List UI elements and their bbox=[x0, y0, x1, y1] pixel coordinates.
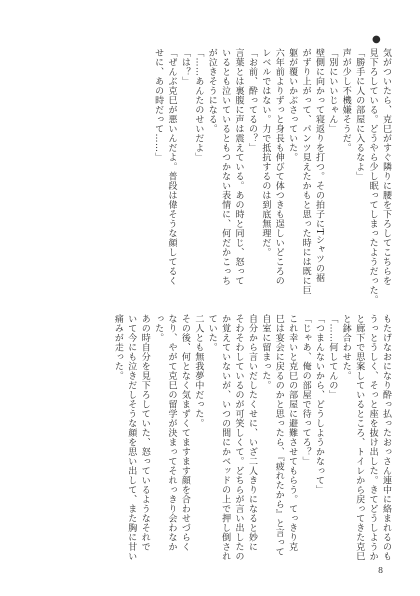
paragraph-line: あの時自分を見下ろしていた、怒っているようなそれで bbox=[139, 314, 150, 552]
paragraph-line: 「勝手に人の部屋に入るなよ」 bbox=[354, 48, 365, 181]
section-marker: ● bbox=[372, 34, 381, 45]
paragraph-line: 二人とも無我夢中だった。 bbox=[193, 314, 204, 428]
paragraph-line: レベルではない。力で抵抗するのは到底無理だ。 bbox=[260, 48, 271, 257]
paragraph-line: いるとも泣いているともつかない表情に、何だかこっち bbox=[220, 48, 231, 286]
paragraph-line: 「別にいいじゃん」 bbox=[327, 48, 338, 134]
paragraph-line: 「ぜんぶ克巳が悪いんだよ。普段は偉そうな顔してるく bbox=[166, 48, 177, 286]
paragraph-line: 六年前よりずっと身長も伸びて体つきも逞しいどころの bbox=[273, 48, 284, 286]
paragraph-line: 壁側に向かって寝返りを打つ。その拍子にTシャツの裾 bbox=[313, 48, 324, 283]
paragraph-line: そわそわしているのが可笑しくて。どちらが言い出したの bbox=[233, 314, 244, 561]
paragraph-line: これ幸いと克巳の部屋に避難させてもらう。てっきり克 bbox=[287, 314, 298, 552]
paragraph-line: 「つまんないから、どうしようかなって」 bbox=[313, 314, 324, 495]
paragraph-line: 気がついたら、克巳がすぐ隣りに腰を下ろしてこちらを bbox=[381, 48, 391, 286]
paragraph-line: せに、あの時だって……」 bbox=[153, 48, 164, 162]
paragraph-line: 見下ろしている。どうやら少し眠ってしまったようだった。 bbox=[367, 48, 378, 305]
paragraph-line: 言葉とは裏腹に声は震えている。あの時と同じ、怒って bbox=[233, 48, 244, 286]
paragraph-line: 「は？」 bbox=[179, 48, 190, 86]
paragraph-line: 声が少し不機嫌そうだ。 bbox=[340, 48, 351, 153]
text-block-upper bbox=[32, 48, 392, 305]
paragraph-line: いて今にも泣きだしそうな顔を思い出して、また胸に甘い bbox=[126, 314, 137, 561]
paragraph-line: 巳は宴会に戻るのかと思ったら、『疲れたから』と言って bbox=[273, 314, 284, 557]
paragraph-line: ていた。 bbox=[206, 314, 217, 352]
paragraph-line: 「……何してんの」 bbox=[327, 314, 338, 400]
paragraph-line: 痛みが走った。 bbox=[112, 314, 123, 381]
paragraph-line: その後、何となく気まずくてますます顔を合わせづらく bbox=[179, 314, 190, 552]
paragraph-line: もたげなおになり酔っ払ったおっさん連中に絡まれるのも bbox=[381, 314, 391, 561]
paragraph-line: がずり上がって、パンツ見えたかもと思った時には既に巨 bbox=[300, 48, 311, 295]
paragraph-line: と廊下で思案しているところ、トイレから戻ってきた克巳 bbox=[354, 314, 365, 561]
page-number: 8 bbox=[378, 566, 384, 575]
paragraph-line: った。 bbox=[153, 314, 164, 343]
paragraph-line: か覚えていないが、いつの間にかベッドの上で押し倒され bbox=[220, 314, 231, 561]
paragraph-line: うっとうしく、そっと座を抜け出した。きてどうしようか bbox=[367, 314, 378, 561]
paragraph-line: が泣きそうになる。 bbox=[206, 48, 217, 134]
paragraph-line: 躯が覆いかぶさっていた。 bbox=[287, 48, 298, 162]
paragraph-line: と鉢合わせた。 bbox=[340, 314, 351, 381]
text-block-lower bbox=[32, 314, 392, 564]
paragraph-line: 自分から言いだしたくせに、いざ二人きりになると妙に bbox=[246, 314, 257, 552]
paragraph-line: 「じゃあ、俺の部屋で待ってろ？」 bbox=[300, 314, 311, 466]
paragraph-line: 自室に留まった。 bbox=[260, 314, 271, 390]
paragraph-line: なり、やがて克巳の留学が決まってそれっきり会わなか bbox=[166, 314, 177, 552]
paragraph-line: 「お前、酔ってるの？」 bbox=[246, 48, 257, 153]
paragraph-line: 「……あんたのせいだよ」 bbox=[193, 48, 204, 162]
